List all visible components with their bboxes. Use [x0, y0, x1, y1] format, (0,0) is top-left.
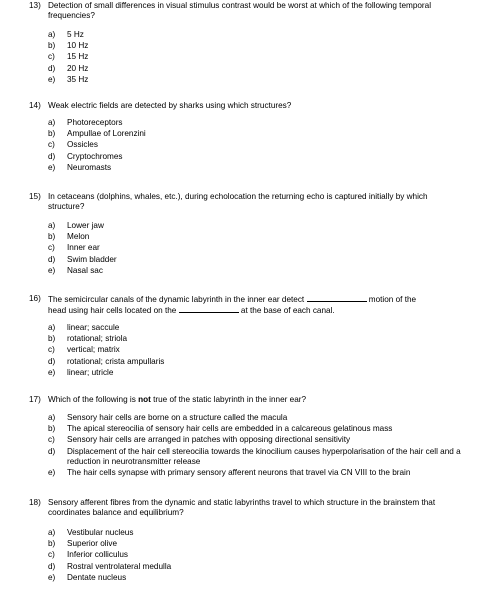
question-text: Weak electric fields are detected by sharks using which structures? [48, 101, 292, 110]
option-text: Vestibular nucleus [67, 528, 134, 537]
option-text: Lower jaw [67, 221, 104, 230]
option-d[interactable] [48, 562, 468, 573]
option-a[interactable] [48, 30, 468, 41]
option-e[interactable] [48, 368, 468, 379]
option-d[interactable] [48, 255, 468, 266]
option-a[interactable] [48, 323, 468, 334]
question-text: In cetaceans (dolphins, whales, etc.), during echolocation the returning echo is captured initially by which structure? [48, 192, 428, 212]
option-text: 35 Hz [67, 74, 89, 84]
option-text: 10 Hz [67, 41, 89, 51]
option-letter: a) [48, 118, 56, 127]
option-letter: a) [48, 413, 56, 422]
option-letter: b) [48, 232, 56, 242]
question-text: Sensory afferent fibres from the dynamic and static labyrinths travel to which structure in the brainstem that coordinates balance and equilibrium? [48, 498, 436, 518]
option-e[interactable] [48, 573, 468, 584]
option-letter: e) [48, 468, 56, 478]
option-e[interactable] [48, 266, 468, 277]
question-number: 16) [29, 294, 41, 303]
option-letter: d) [48, 446, 56, 456]
question-text-part: The semicircular canals of the dynamic labyrinth in the inner ear detect [48, 295, 305, 304]
option-letter: c) [48, 345, 55, 355]
option-text: Dentate nucleus [67, 572, 127, 582]
option-c[interactable] [48, 345, 468, 356]
option-c[interactable] [48, 435, 468, 446]
option-list [48, 221, 468, 277]
option-letter: e) [48, 162, 56, 172]
option-c[interactable] [48, 52, 468, 63]
option-text: Sensory hair cells are borne on a structure called the macula [67, 413, 288, 422]
option-letter: e) [48, 74, 56, 84]
option-e[interactable] [48, 468, 468, 479]
option-letter: e) [48, 367, 56, 377]
option-letter: b) [48, 129, 56, 139]
option-text: Nasal sac [67, 265, 103, 275]
option-letter: c) [48, 140, 55, 150]
option-d[interactable] [48, 152, 468, 163]
option-c[interactable] [48, 550, 468, 561]
option-text: rotational; crista ampullaris [67, 356, 165, 366]
option-text: The apical stereocilia of sensory hair cells are embedded in a calcareous gelatinous mass [67, 424, 393, 434]
option-letter: d) [48, 561, 56, 571]
option-text: linear; saccule [67, 323, 120, 332]
question-text-part: head using hair cells located on the [48, 306, 177, 316]
option-text: Swim bladder [67, 254, 117, 264]
question-number: 17) [29, 395, 41, 404]
question-number: 14) [29, 101, 41, 110]
option-letter: d) [48, 254, 56, 264]
option-text: The hair cells synapse with primary sensory afferent neurons that travel via CN VIII to the brain [67, 468, 411, 478]
option-text: vertical; matrix [67, 345, 120, 355]
option-c[interactable] [48, 243, 468, 254]
option-a[interactable] [48, 528, 468, 539]
option-list [48, 30, 468, 86]
option-b[interactable] [48, 539, 468, 550]
option-a[interactable] [48, 118, 468, 129]
option-letter: c) [48, 52, 55, 62]
question-text-part: true of the static labyrinth in the inner ear? [153, 395, 307, 404]
question-number: 13) [29, 1, 41, 10]
option-b[interactable] [48, 232, 468, 243]
option-b[interactable] [48, 334, 468, 345]
option-letter: c) [48, 550, 55, 560]
option-text: 5 Hz [67, 30, 84, 39]
option-c[interactable] [48, 140, 468, 151]
option-text: Superior olive [67, 539, 118, 549]
option-letter: b) [48, 334, 56, 344]
option-text: Ampullae of Lorenzini [67, 129, 146, 139]
option-list [48, 323, 468, 379]
option-text: Inferior colliculus [67, 550, 128, 560]
question-number: 15) [29, 192, 41, 201]
option-letter: a) [48, 30, 56, 39]
option-text: Rostral ventrolateral medulla [67, 561, 172, 571]
question-text-part: motion of the [368, 295, 417, 304]
emphasis-not: not [138, 395, 151, 404]
answer-blank-2[interactable] [179, 305, 239, 313]
option-letter: a) [48, 221, 56, 230]
option-text: Displacement of the hair cell stereocilia towards the kinocilium causes hyperpolarisation of the hair cell and a reduction in neurotransmitter release [67, 446, 461, 466]
option-text: Sensory hair cells are arranged in patches with opposing directional sensitivity [67, 435, 351, 445]
option-e[interactable] [48, 75, 468, 86]
question-text-part: Which of the following is [48, 395, 136, 404]
option-text: Photoreceptors [67, 118, 123, 127]
answer-blank-1[interactable] [307, 294, 367, 302]
option-letter: d) [48, 356, 56, 366]
option-b[interactable] [48, 424, 468, 435]
option-list [48, 118, 468, 174]
question-number: 18) [29, 498, 41, 507]
option-a[interactable] [48, 221, 468, 232]
option-letter: a) [48, 323, 56, 332]
option-a[interactable] [48, 413, 468, 424]
option-e[interactable] [48, 163, 468, 174]
option-letter: d) [48, 151, 56, 161]
option-b[interactable] [48, 129, 468, 140]
option-d[interactable] [48, 64, 468, 75]
question-text-part: at the base of each canal. [240, 306, 335, 316]
option-letter: d) [48, 63, 56, 73]
option-letter: c) [48, 435, 55, 445]
option-letter: e) [48, 572, 56, 582]
option-text: Inner ear [67, 243, 100, 253]
option-text: 15 Hz [67, 52, 89, 62]
option-d[interactable] [48, 447, 468, 468]
option-list [48, 413, 468, 480]
option-letter: e) [48, 265, 56, 275]
option-text: 20 Hz [67, 63, 89, 73]
option-letter: a) [48, 528, 56, 537]
question-text [48, 395, 466, 405]
option-text: rotational; striola [67, 334, 128, 344]
option-letter: c) [48, 243, 55, 253]
option-text: Cryptochromes [67, 151, 123, 161]
option-letter: b) [48, 424, 56, 434]
option-letter: b) [48, 41, 56, 51]
option-text: Neuromasts [67, 162, 112, 172]
option-text: linear; utricle [67, 367, 114, 377]
question-text [48, 294, 468, 316]
option-letter: b) [48, 539, 56, 549]
option-text: Melon [67, 232, 90, 242]
option-list [48, 528, 468, 584]
option-b[interactable] [48, 41, 468, 52]
option-d[interactable] [48, 357, 468, 368]
option-text: Ossicles [67, 140, 98, 150]
question-text: Detection of small differences in visual stimulus contrast would be worst at which of the following temporal frequencies? [48, 1, 432, 21]
